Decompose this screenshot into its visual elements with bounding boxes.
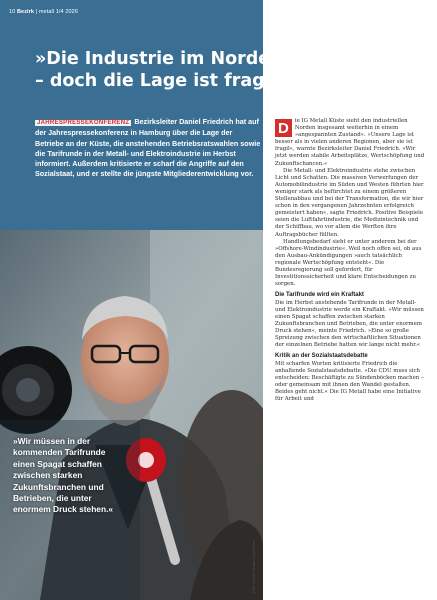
pull-quote: »Wir müssen in der kommenden Tarifrunde einen Spagat schaffen zwischen starken Zukunftsbranchen und Betrieben, die unter enormem Druck stehen.« — [13, 436, 114, 515]
issue-label: | metall 1/4 2026 — [35, 9, 78, 15]
paragraph-2: Die Metall- und Elektroindustrie stehe zwischen Licht und Schatten. Die massiven Verwerfungen der Automobilindustrie im Süden und Westen führten hier weniger stark als befürchtet zu einem größeren Stellenabbau und bei der Transformation, die wir hier schon in den vergangenen Jahrzehnten erfolgreich gemeistert haben«, sagte Friedrich. Positive Beispiele seien die Luftfahrtindustrie, die Medizintechnik und der Schiffbau, wo vor allem die Werften ihre Auftragsbücher füllten. — [275, 167, 424, 238]
drop-cap: D — [275, 119, 292, 137]
photo-credit: Foto: Karolin Ussatz / Lars Franz — [252, 540, 256, 593]
section-label: Bezirk — [16, 9, 35, 15]
paragraph-5: Mit scharfen Worten kritisierte Friedrich die anhaltende Sozialstaatsdebatte. »Die CDU muss sich entscheiden: Beschäftigte zu Sündenböcken machen – oder gemeinsam mit ihnen den Wandel gestalten. Beides geht nicht.« Die IG Metall habe eine Initiative für Arbeit und — [275, 360, 424, 403]
subheading-tarifrunde: Die Tarifrunde wird ein Kraftakt — [275, 292, 364, 299]
page-number: 10 — [9, 9, 16, 15]
press-photo — [0, 230, 263, 600]
paragraph-3: Handlungsbedarf sieht er unter anderem bei der »Offshore-Windindustrie«. Weil noch offen sei, ob aus den Ausbau-Ankündigungen »auch tatsächlich regionale Wertschöpfung entsteht«. Die Bundesregierung soll gefordert, für Investitionssicherheit und klare Entscheidungen zu sorgen. — [275, 238, 422, 288]
running-header — [9, 9, 78, 15]
paragraph-4: Die im Herbst anstehende Tarifrunde in der Metall- und Elektroindustrie werde ein Kraftakt. »Wir müssen einen Spagat schaffen zwischen starken Zukunftsbranchen und Betrieben, die unter enormem Druck stehen«, meinte Friedrich. »Eine so große Spreizung zwischen den wirtschaftlichen Situationen der einzelnen Betriebe hatten wir lange nicht mehr.« — [275, 299, 424, 349]
press-photo-illustration — [0, 230, 263, 600]
intro-text: Bezirksleiter Daniel Friedrich hat auf der Jahrespressekonferenz in Hamburg über die Lage der Betriebe an der Küste, die anstehenden Betriebsratswahlen sowie die Tarifrunde in der Metall- und Elektroindustrie im Herbst informiert. Außerdem kritisierte er scharf die Angriffe auf den Sozialstaat, und er stellte die jüngste Mitgliederentwicklung vor. — [35, 117, 261, 179]
subheading-sozialstaat: Kritik an der Sozialstaatsdebatte — [275, 353, 368, 360]
article-body — [275, 118, 425, 403]
topic-tag: JAHRESPRESSEKONFERENZ — [37, 120, 130, 126]
article-headline: »Die Industrie im Norden bleibt robust – doch die Lage ist fragil« — [35, 49, 417, 91]
paragraph-1 — [275, 118, 425, 168]
article-intro — [35, 117, 263, 180]
paragraph-1-text: ie IG Metall Küste sieht den industriellen Norden insgesamt weiterhin in einem »angespannten Zustand«. »Unsere Lage ist besser als in vielen anderen Regionen, aber sie ist fragil«, warnte Bezirksleiter Daniel Friedrich. »Wir jetzt werden stabile Arbeitsplätze, Wertschöpfung und Zukunftschancen.« — [275, 118, 425, 167]
